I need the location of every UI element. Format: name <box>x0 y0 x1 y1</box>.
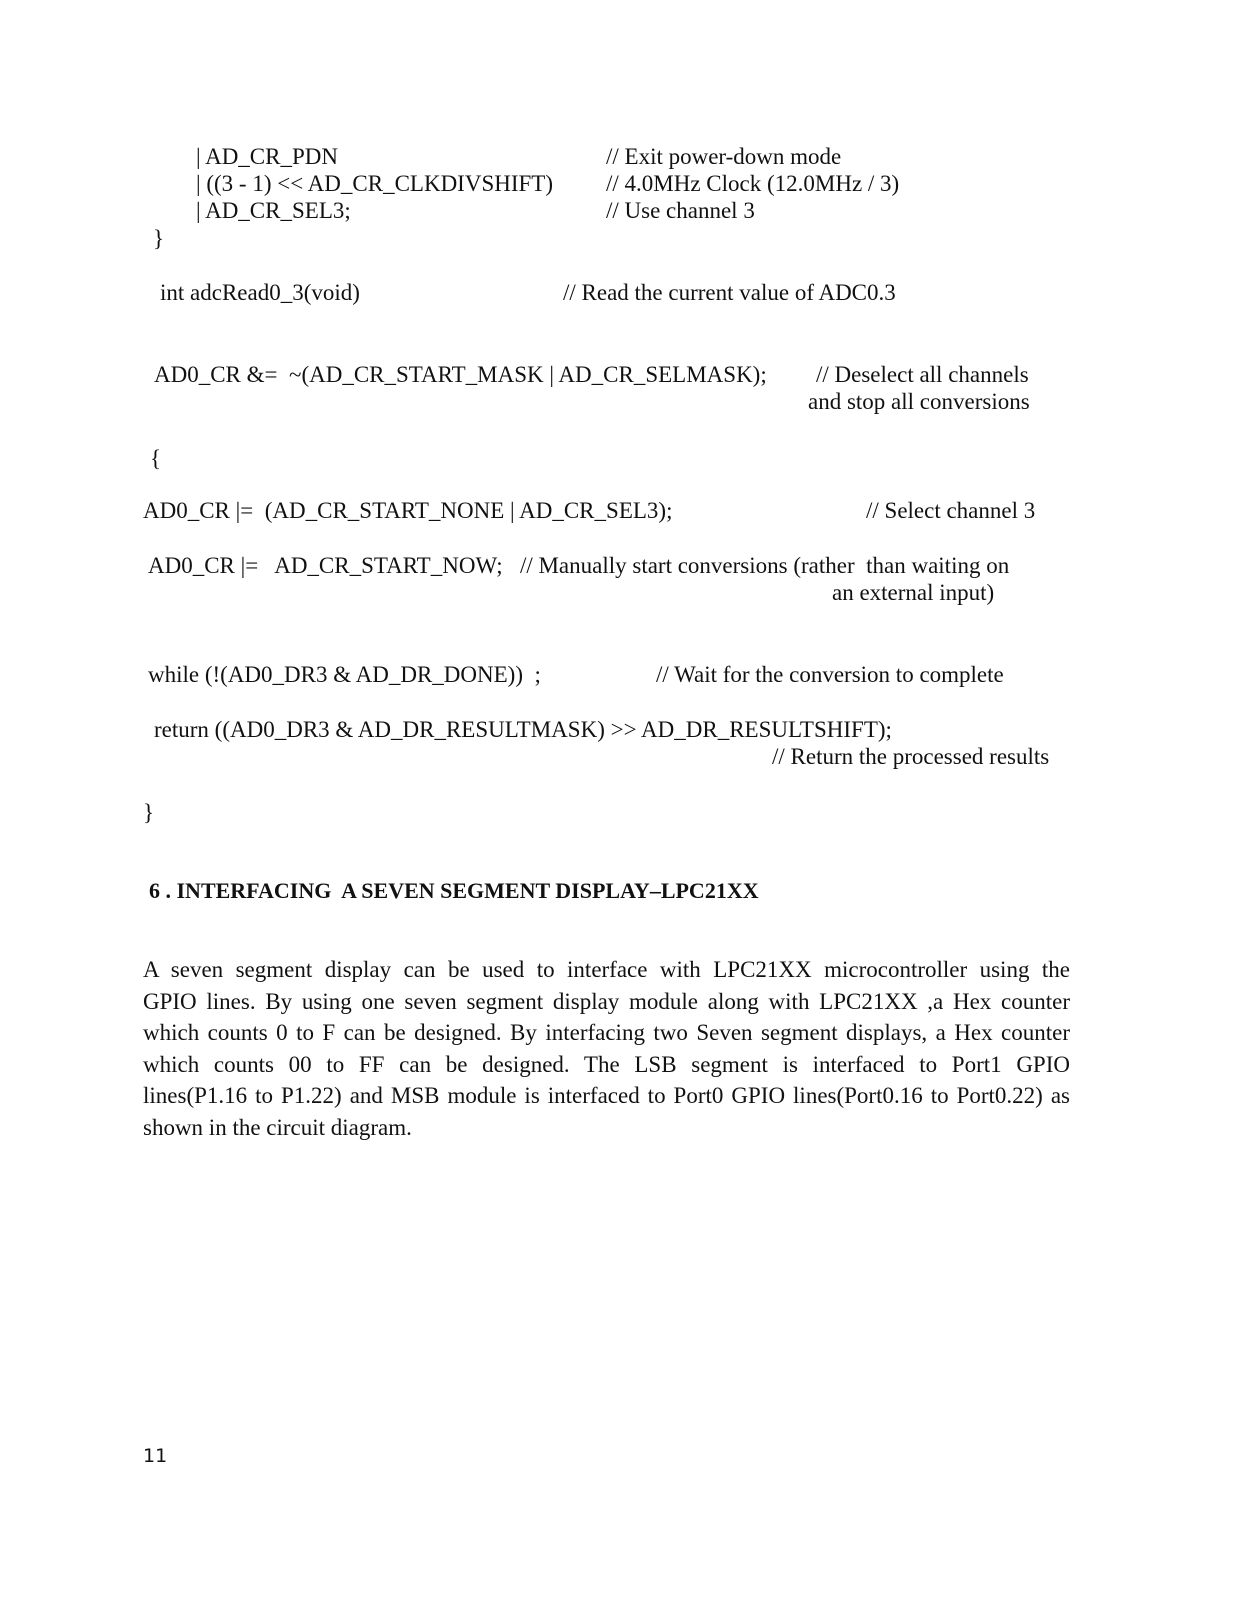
code-func-decl: int adcRead0_3(void) <box>160 280 360 305</box>
code-comment-func: // Read the current value of ADC0.3 <box>563 280 896 305</box>
section-heading: 6 . INTERFACING A SEVEN SEGMENT DISPLAY–LPC21XX <box>149 878 759 903</box>
code-comment-return: // Return the processed results <box>772 744 1050 769</box>
page-number: 11 <box>143 1445 168 1467</box>
code-comment-start-2: an external input) <box>832 580 995 605</box>
code-comment-clkdiv: // 4.0MHz Clock (12.0MHz / 3) <box>606 171 900 196</box>
paragraph-line: lines(P1.16 to P1.22) and MSB module is interfaced to Port0 GPIO lines(Port0.16 to Port0.22) as <box>143 1083 1070 1109</box>
code-brace-close-2: } <box>143 800 155 825</box>
code-comment-deselect-1: // Deselect all channels <box>816 362 1029 387</box>
code-comment-sel3: // Use channel 3 <box>606 198 755 223</box>
code-line-while: while (!(AD0_DR3 & AD_DR_DONE)) ; <box>148 662 541 687</box>
code-comment-deselect-2: and stop all conversions <box>808 389 1030 414</box>
code-line-clkdiv: | ((3 - 1) << AD_CR_CLKDIVSHIFT) <box>196 171 554 196</box>
body-paragraph <box>143 954 1070 1144</box>
code-line-start: AD0_CR |= AD_CR_START_NOW; // Manually start conversions (rather than waiting on <box>148 553 1010 578</box>
code-comment-select: // Select channel 3 <box>866 498 1036 523</box>
paragraph-line: shown in the circuit diagram. <box>143 1114 412 1140</box>
code-line-pdn: | AD_CR_PDN <box>196 144 338 169</box>
code-line-deselect: AD0_CR &= ~(AD_CR_START_MASK | AD_CR_SELMASK); <box>154 362 767 387</box>
code-brace-close-1: } <box>153 226 165 251</box>
paragraph-line: which counts 0 to F can be designed. By interfacing two Seven segment displays, a Hex counter <box>143 1020 1070 1046</box>
paragraph-line: which counts 00 to FF can be designed. The LSB segment is interfaced to Port1 GPIO <box>143 1051 1070 1077</box>
code-brace-open: { <box>150 446 162 471</box>
code-comment-pdn: // Exit power-down mode <box>606 144 842 169</box>
paragraph-line: GPIO lines. By using one seven segment display module along with LPC21XX ,a Hex counter <box>143 988 1070 1014</box>
code-line-return: return ((AD0_DR3 & AD_DR_RESULTMASK) >> AD_DR_RESULTSHIFT); <box>154 717 892 742</box>
code-line-sel3: | AD_CR_SEL3; <box>196 198 351 223</box>
code-comment-while: // Wait for the conversion to complete <box>656 662 1004 687</box>
code-line-select: AD0_CR |= (AD_CR_START_NONE | AD_CR_SEL3); <box>143 498 673 523</box>
paragraph-line: A seven segment display can be used to interface with LPC21XX microcontroller using the <box>143 957 1070 982</box>
